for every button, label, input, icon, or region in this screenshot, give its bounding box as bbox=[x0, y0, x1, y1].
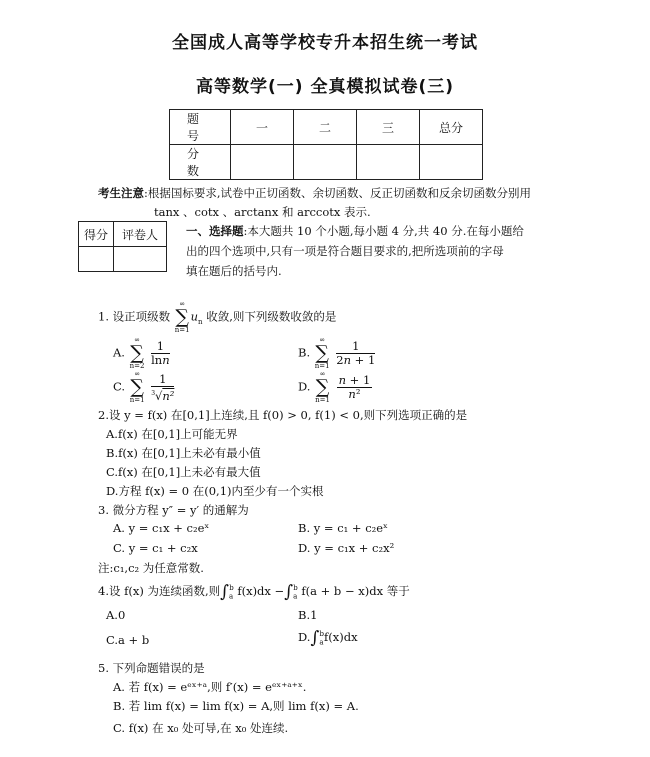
question-1-stem: 1. 设正项级数 ∞ ∑ n=1 $u_n$ 收敛,则下列级数收敛的是 bbox=[98, 300, 337, 334]
score-table-cell: 题 号 bbox=[170, 110, 231, 145]
question-1-option-c[interactable]: C. ∞ ∑ n=1 $\frac{1}{^3√n^2}$ bbox=[113, 370, 175, 404]
question-4-stem: 4.设 f(x) 为连续函数,则$\int_a^b$ $f(x)dx -\int_a^b$ f(a + b − x)dx 等于 bbox=[98, 582, 410, 602]
question-1-option-d[interactable]: D. ∞ ∑ n=1 $\frac{n + 1}{\text{n²}}$ bbox=[298, 370, 371, 404]
score-input-cell[interactable] bbox=[420, 145, 483, 180]
section-text-3: 填在题后的括号内. bbox=[186, 264, 282, 278]
exam-subtitle: 高等数学(一) 全真模拟试卷(三) bbox=[196, 77, 454, 97]
question-2-stem: 2.设 y = f(x) 在[0,1]上连续,且 f(0) > 0, f(1) < 0,则下列选项正确的是 bbox=[98, 408, 468, 422]
score-input-cell[interactable] bbox=[231, 145, 294, 180]
grader-score-label: 得分 bbox=[79, 222, 114, 247]
question-2-option-c[interactable]: C.f(x) 在[0,1]上未必有最大值 bbox=[106, 465, 261, 479]
score-input-cell[interactable] bbox=[357, 145, 420, 180]
section-label: 一、选择题 bbox=[186, 224, 244, 238]
notice-text-2: tanx 、cotx 、arctanx 和 arccotx 表示. bbox=[154, 205, 371, 219]
grader-table bbox=[78, 221, 167, 272]
question-1-option-a[interactable]: A. ∞ ∑ n=2 $\frac{1}{\ln n}$ bbox=[113, 336, 170, 370]
exam-title: 全国成人高等学校专升本招生统一考试 bbox=[172, 33, 478, 53]
question-5-stem: 5. 下列命题错误的是 bbox=[98, 661, 205, 675]
score-table-cell: 总分 bbox=[420, 110, 483, 145]
score-table bbox=[169, 109, 483, 180]
grader-score-cell[interactable] bbox=[79, 247, 114, 272]
score-table-cell: 三 bbox=[357, 110, 420, 145]
question-5-option-c[interactable]: C. f(x) 在 x₀ 处可导,在 x₀ 处连续. bbox=[113, 721, 289, 735]
question-4-option-a[interactable]: A.0 bbox=[106, 608, 126, 622]
question-3-stem: 3. 微分方程 y″ = y′ 的通解为 bbox=[98, 503, 249, 517]
section-instructions bbox=[186, 221, 546, 281]
question-2-option-a[interactable]: A.f(x) 在[0,1]上可能无界 bbox=[106, 427, 238, 441]
grader-name-label: 评卷人 bbox=[114, 222, 167, 247]
section-text-2: 出的四个选项中,只有一项是符合题目要求的,把所选项前的字母 bbox=[186, 244, 504, 258]
section-text: :本大题共 10 个小题,每小题 4 分,共 40 分.在每小题给 bbox=[243, 224, 524, 238]
question-3-option-c[interactable]: C. y = c₁ + c₂x bbox=[113, 541, 198, 555]
question-4-option-b[interactable]: B.1 bbox=[298, 608, 318, 622]
score-table-cell: 分 数 bbox=[170, 145, 231, 180]
question-4-option-d[interactable]: $D.\int_a^bf(x)dx$ bbox=[298, 628, 358, 648]
question-3-option-a[interactable]: A. y = c₁x + c₂eˣ bbox=[113, 521, 210, 535]
notice-label: 考生注意 bbox=[98, 186, 144, 200]
question-3-option-b[interactable]: B. y = c₁ + c₂eˣ bbox=[298, 521, 388, 535]
score-table-cell: 一 bbox=[231, 110, 294, 145]
grader-name-cell[interactable] bbox=[114, 247, 167, 272]
question-2-option-b[interactable]: B.f(x) 在[0,1]上未必有最小值 bbox=[106, 446, 261, 460]
question-4-option-c[interactable]: C.a + b bbox=[106, 633, 150, 647]
score-table-score-row bbox=[170, 145, 483, 180]
question-3-option-d[interactable]: D. y = c₁x + c₂x² bbox=[298, 541, 395, 555]
question-5-option-b[interactable]: B. 若 lim f(x) = lim f(x) = A,则 lim f(x) = A. bbox=[113, 699, 359, 713]
question-3-note: 注:c₁,c₂ 为任意常数. bbox=[98, 561, 204, 575]
notice-text: :根据国标要求,试卷中正切函数、余切函数、反正切函数和反余切函数分别用 bbox=[144, 186, 532, 200]
question-1-option-b[interactable]: B. ∞ ∑ n=1 $\frac{1}{2n + 1}$ bbox=[298, 336, 376, 370]
question-2-option-d[interactable]: D.方程 f(x) = 0 在(0,1)内至少有一个实根 bbox=[106, 484, 324, 498]
question-5-option-a[interactable]: A. 若 f(x) = eᵉˣ⁺ᵃ,则 f′(x) = eᵉˣ⁺ᵃ⁺ˣ. bbox=[113, 680, 307, 694]
notice bbox=[98, 184, 598, 222]
score-table-cell: 二 bbox=[294, 110, 357, 145]
score-input-cell[interactable] bbox=[294, 145, 357, 180]
score-table-header-row bbox=[170, 110, 483, 145]
